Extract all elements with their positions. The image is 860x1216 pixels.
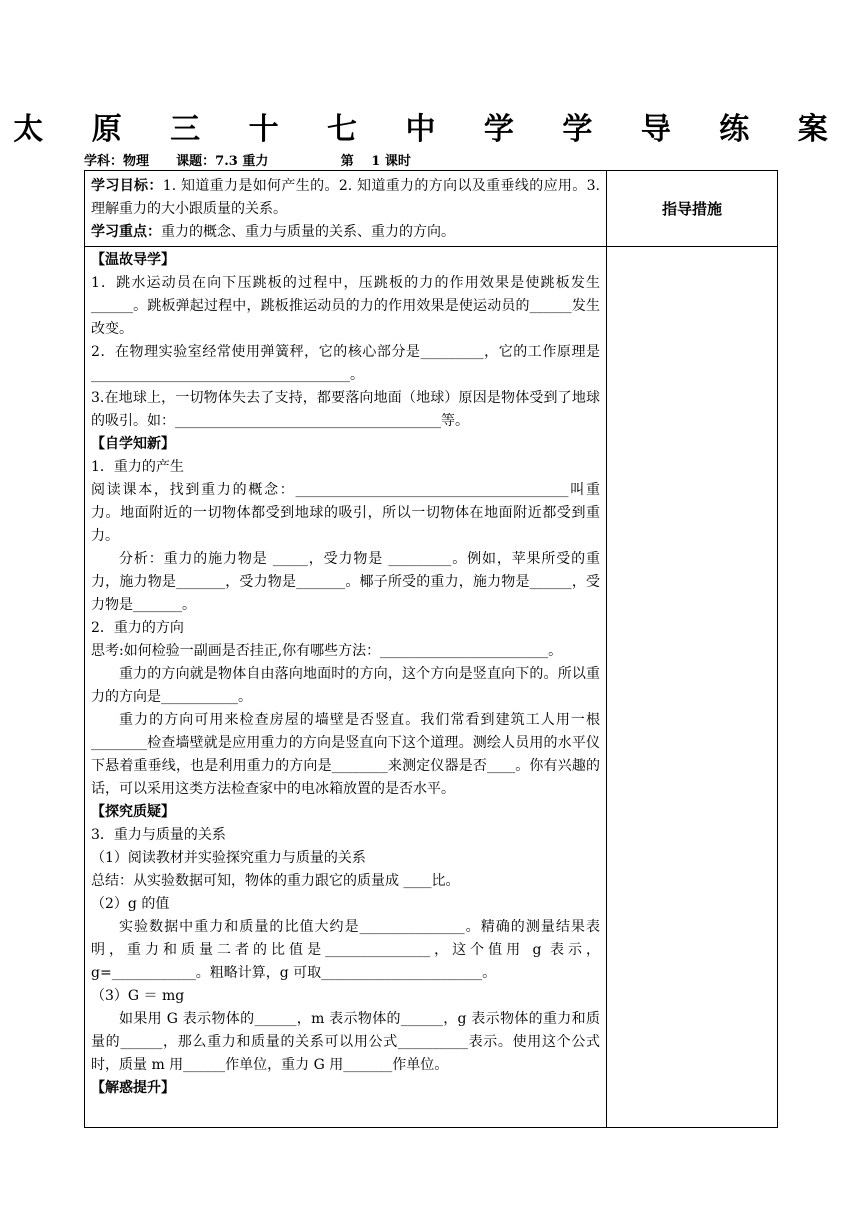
paragraph: 阅读课本，找到重力的概念：_______________________________________叫重力。地面附近的一切物体都受到地球的吸引，所以一切物体在地面附近都受到重力。 [91, 482, 600, 544]
objective-label: 学习目标： [91, 178, 163, 194]
subheading: 2．重力的方向 [91, 620, 184, 636]
paragraph: 如果用 G 表示物体的______，m 表示物体的______，g 表示物体的重力和质量的______，那么重力和质量的关系可以用公式__________表示。使用这个公式时，质量 m 用______作单位，重力 G 用_______作单位。 [91, 1011, 600, 1073]
focus-label: 学习重点： [91, 224, 161, 240]
worksheet-table [84, 170, 778, 1128]
paragraph: 分析：重力的施力物是 _____，受力物是 _________。例如，苹果所受的重力，施力物是_______，受力物是_______。椰子所受的重力，施力物是______，受力物是_______。 [91, 551, 600, 613]
course-info [84, 150, 411, 169]
topic-label: 课题：7.3 重力 [176, 154, 269, 169]
paragraph: 实验数据中重力和质量的比值大约是_______________。精确的测量结果表明，重力和质量二者的比值是_______________，这个值用 g 表示，g=____________。粗略计算，g 可取_______________________。 [91, 919, 600, 981]
paragraph: （1）阅读教材并实验探究重力与质量的关系 [91, 850, 366, 866]
objective-text: 1. 知道重力是如何产生的。2. 知道重力的方向以及重垂线的应用。3. 理解重力的大小跟质量的关系。 [91, 178, 601, 217]
paragraph: 重力的方向可用来检查房屋的墙壁是否竖直。我们常看到建筑工人用一根________检查墙壁就是应用重力的方向是竖直向下这个道理。测绘人员用的水平仪下悬着重垂线，也是利用重力的方向是________来测定仪器是否____。你有兴趣的话，可以采用这类方法检查家中的电冰箱放置的是否水平。 [91, 712, 600, 797]
subheading: 3．重力与质量的关系 [91, 827, 226, 843]
section-title: 【探究质疑】 [91, 804, 175, 820]
learning-focus [91, 221, 600, 244]
guide-header: 指导措施 [607, 171, 778, 247]
section-title: 【解惑提升】 [91, 1080, 175, 1096]
subheading: 1．重力的产生 [91, 459, 184, 475]
subject-label: 学科：物理 [84, 154, 150, 169]
paragraph: （2）g 的值 [91, 896, 170, 912]
page-title: 太 原 三 十 七 中 学 学 导 练 案 [13, 112, 847, 147]
paragraph: （3）G ＝ mg [91, 988, 185, 1004]
paragraph: 重力的方向就是物体自由落向地面时的方向，这个方向是竖直向下的。所以重力的方向是___________。 [91, 666, 600, 705]
section-title: 【温故导学】 [91, 252, 175, 268]
learning-objectives [91, 175, 600, 221]
question-text: 1．跳水运动员在向下压跳板的过程中，压跳板的力的作用效果是使跳板发生______。跳板弹起过程中，跳板推运动员的力的作用效果是使运动员的______发生改变。 [91, 275, 600, 337]
paragraph: 思考:如何检验一副画是否挂正,你有哪些方法：________________________。 [91, 643, 563, 659]
section-title: 【自学知新】 [91, 436, 175, 452]
lesson-label: 第 1 课时 [340, 154, 411, 169]
paragraph: 总结：从实验数据可知，物体的重力跟它的质量成 ____比。 [91, 873, 460, 889]
objectives-cell [85, 171, 607, 247]
content-cell [85, 247, 607, 1128]
guide-notes-cell [607, 247, 778, 1128]
question-text: 2．在物理实验室经常使用弹簧秤，它的核心部分是_________，它的工作原理是_____________________________________。 [91, 344, 600, 383]
question-text: 3.在地球上，一切物体失去了支持，都要落向地面（地球）原因是物体受到了地球的吸引。如：______________________________________等。 [91, 390, 600, 429]
focus-text: 重力的概念、重力与质量的关系、重力的方向。 [161, 224, 455, 240]
